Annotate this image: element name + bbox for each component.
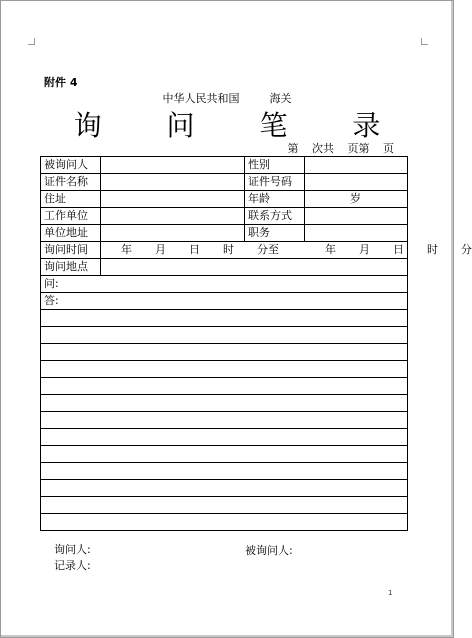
id-name-label: 证件名称 [41, 174, 101, 191]
signature-block [54, 542, 91, 574]
interviewee-signature: 被询问人: [245, 544, 293, 557]
blank-line-row [41, 378, 408, 395]
place-label: 询问地点 [41, 259, 101, 276]
blank-line-row [41, 497, 408, 514]
blank-line-row [41, 446, 408, 463]
blank-line[interactable] [41, 463, 408, 480]
record-count [278, 140, 395, 156]
position-field[interactable] [305, 225, 408, 242]
form-row-workplace [41, 208, 408, 225]
crop-mark-top-left [28, 38, 35, 45]
blank-line[interactable] [41, 344, 408, 361]
interviewee-field[interactable] [101, 157, 245, 174]
blank-line[interactable] [41, 395, 408, 412]
form-row-interviewee [41, 157, 408, 174]
blank-line[interactable] [41, 327, 408, 344]
time-label: 询问时间 [41, 242, 101, 259]
work-address-label: 单位地址 [41, 225, 101, 242]
blank-line-row [41, 310, 408, 327]
blank-line[interactable] [41, 310, 408, 327]
interviewer-signature: 询问人: [54, 543, 91, 556]
blank-line-row [41, 344, 408, 361]
blank-line-row [41, 514, 408, 531]
age-field[interactable] [305, 191, 408, 208]
attachment-label: 附件 4 [44, 76, 78, 89]
blank-line-row [41, 463, 408, 480]
question-label[interactable]: 问: [41, 276, 408, 293]
contact-field[interactable] [305, 208, 408, 225]
blank-line[interactable] [41, 412, 408, 429]
position-label: 职务 [245, 225, 305, 242]
id-name-field[interactable] [101, 174, 245, 191]
record-count-times-total: 次共 [312, 142, 334, 155]
recorder-signature: 记录人: [54, 559, 91, 572]
blank-line-row [41, 412, 408, 429]
question-row [41, 276, 408, 293]
record-count-pages: 页 [383, 142, 394, 155]
blank-line-row [41, 395, 408, 412]
blank-line[interactable] [41, 497, 408, 514]
answer-row [41, 293, 408, 310]
time-field[interactable]: 年 月 日 时 分至 年 月 日 时 分 [101, 242, 408, 259]
blank-line[interactable] [41, 378, 408, 395]
work-address-field[interactable] [101, 225, 245, 242]
id-number-field[interactable] [305, 174, 408, 191]
interrogation-form [40, 156, 472, 531]
blank-line[interactable] [41, 480, 408, 497]
form-row-address [41, 191, 408, 208]
age-label: 年龄 [245, 191, 305, 208]
id-number-label: 证件号码 [245, 174, 305, 191]
blank-line[interactable] [41, 446, 408, 463]
blank-line-row [41, 361, 408, 378]
answer-label[interactable]: 答: [41, 293, 408, 310]
agency-office: 海关 [269, 92, 292, 105]
workplace-label: 工作单位 [41, 208, 101, 225]
form-row-work-address [41, 225, 408, 242]
workplace-field[interactable] [101, 208, 245, 225]
blank-lines [41, 310, 408, 531]
record-count-pages-nth: 页第 [347, 142, 370, 155]
agency-country: 中华人民共和国 [162, 92, 240, 105]
gender-field[interactable] [305, 157, 408, 174]
record-count-first: 第 [287, 142, 299, 155]
contact-label: 联系方式 [245, 208, 305, 225]
blank-line-row [41, 327, 408, 344]
form-row-place [41, 259, 408, 276]
blank-line[interactable] [41, 361, 408, 378]
document-title: 询 问 笔 录 [73, 109, 409, 142]
age-unit: 岁 [350, 192, 361, 205]
form-row-id [41, 174, 408, 191]
blank-line-row [41, 429, 408, 446]
address-label: 住址 [41, 191, 101, 208]
blank-line[interactable] [41, 429, 408, 446]
gender-label: 性别 [245, 157, 305, 174]
page-number: 1 [388, 589, 393, 597]
form-row-time [41, 242, 408, 259]
address-field[interactable] [101, 191, 245, 208]
place-field[interactable] [101, 259, 408, 276]
interviewee-label: 被询问人 [41, 157, 101, 174]
blank-line[interactable] [41, 514, 408, 531]
blank-line-row [41, 480, 408, 497]
crop-mark-top-right [421, 38, 428, 45]
